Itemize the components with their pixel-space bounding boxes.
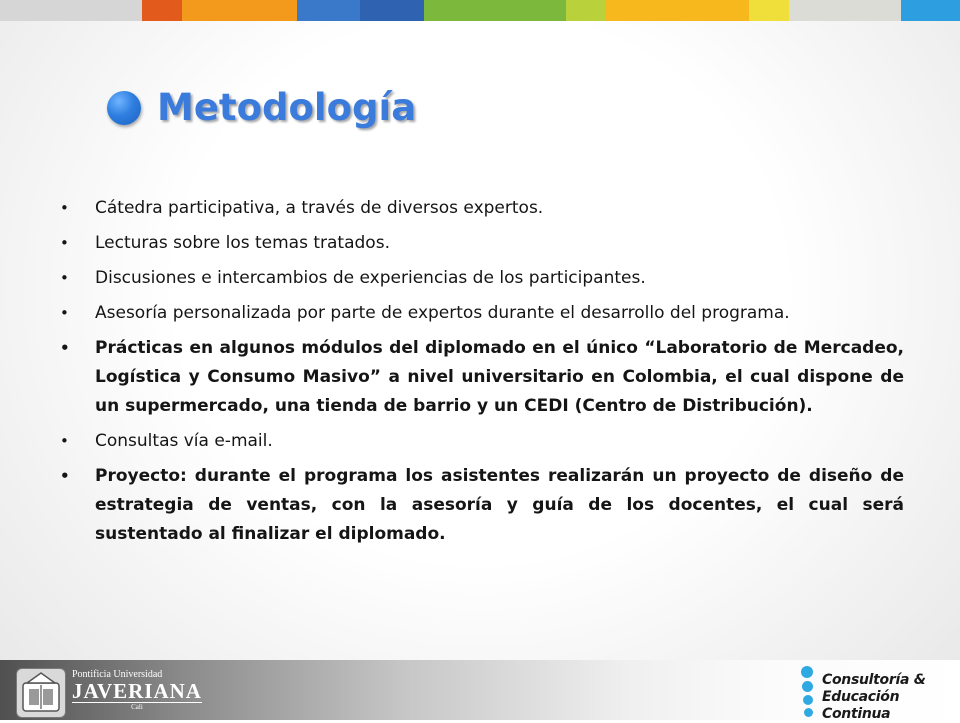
bullet-text: Proyecto: durante el programa los asistentes realizarán un proyecto de diseño de estrategia de ventas, con la asesoría y guía de los docentes, el cual será sustentado al finalizar el diplomado. <box>95 466 904 544</box>
bullet-icon: • <box>60 339 70 357</box>
top-bar-segment <box>502 0 566 21</box>
top-bar-segment <box>297 0 360 21</box>
title-block <box>107 86 416 129</box>
university-crest-icon <box>16 668 66 718</box>
top-bar-segment <box>182 0 297 21</box>
top-bar-segment <box>360 0 424 21</box>
bullet-item <box>58 299 904 328</box>
university-city: Cali <box>131 703 143 711</box>
dots-logo-icon <box>799 666 815 718</box>
unit-name-line1: Consultoría & <box>822 672 926 688</box>
top-bar-segment <box>789 0 901 21</box>
unit-logo <box>822 672 960 723</box>
bullet-item <box>58 462 904 549</box>
bullet-text: Asesoría personalizada por parte de expertos durante el desarrollo del programa. <box>95 303 790 323</box>
bullet-icon: • <box>60 234 69 252</box>
bullet-list <box>58 194 904 555</box>
bullet-icon: • <box>60 269 69 287</box>
bullet-icon: • <box>60 304 69 322</box>
logo-dot <box>802 681 813 692</box>
top-bar-segment <box>142 0 182 21</box>
top-color-bar <box>0 0 960 21</box>
title-bullet-icon <box>107 91 141 125</box>
bullet-text: Consultas vía e-mail. <box>95 431 273 451</box>
university-name-line1: Pontificia Universidad <box>72 669 163 680</box>
top-bar-segment <box>749 0 789 21</box>
bullet-icon: • <box>60 199 69 217</box>
top-bar-segment <box>566 0 606 21</box>
bullet-item <box>58 334 904 421</box>
top-bar-segment <box>424 0 502 21</box>
bullet-item <box>58 229 904 258</box>
bullet-text: Prácticas en algunos módulos del diplomado en el único “Laboratorio de Mercadeo, Logística y Consumo Masivo” a nivel universitario en Colombia, el cual dispone de un supermercado, una tienda de barrio y un CEDI (Centro de Distribución). <box>95 338 904 416</box>
bullet-text: Discusiones e intercambios de experiencias de los participantes. <box>95 268 646 288</box>
bullet-icon: • <box>60 432 69 450</box>
bullet-item <box>58 264 904 293</box>
top-bar-segment <box>606 0 749 21</box>
top-bar-segment <box>901 0 960 21</box>
logo-dot <box>801 666 813 678</box>
logo-dot <box>803 695 813 705</box>
logo-dot <box>804 708 813 717</box>
bullet-text: Cátedra participativa, a través de diversos expertos. <box>95 198 544 218</box>
bullet-icon: • <box>60 467 70 485</box>
bullet-item <box>58 194 904 223</box>
bullet-item <box>58 427 904 456</box>
page-title: Metodología <box>157 86 417 129</box>
university-name-line2: JAVERIANA <box>72 679 202 703</box>
university-logo <box>72 669 202 712</box>
bullet-text: Lecturas sobre los temas tratados. <box>95 233 390 253</box>
top-bar-segment <box>0 0 142 21</box>
unit-name-line2: Educación Continua <box>822 689 900 722</box>
